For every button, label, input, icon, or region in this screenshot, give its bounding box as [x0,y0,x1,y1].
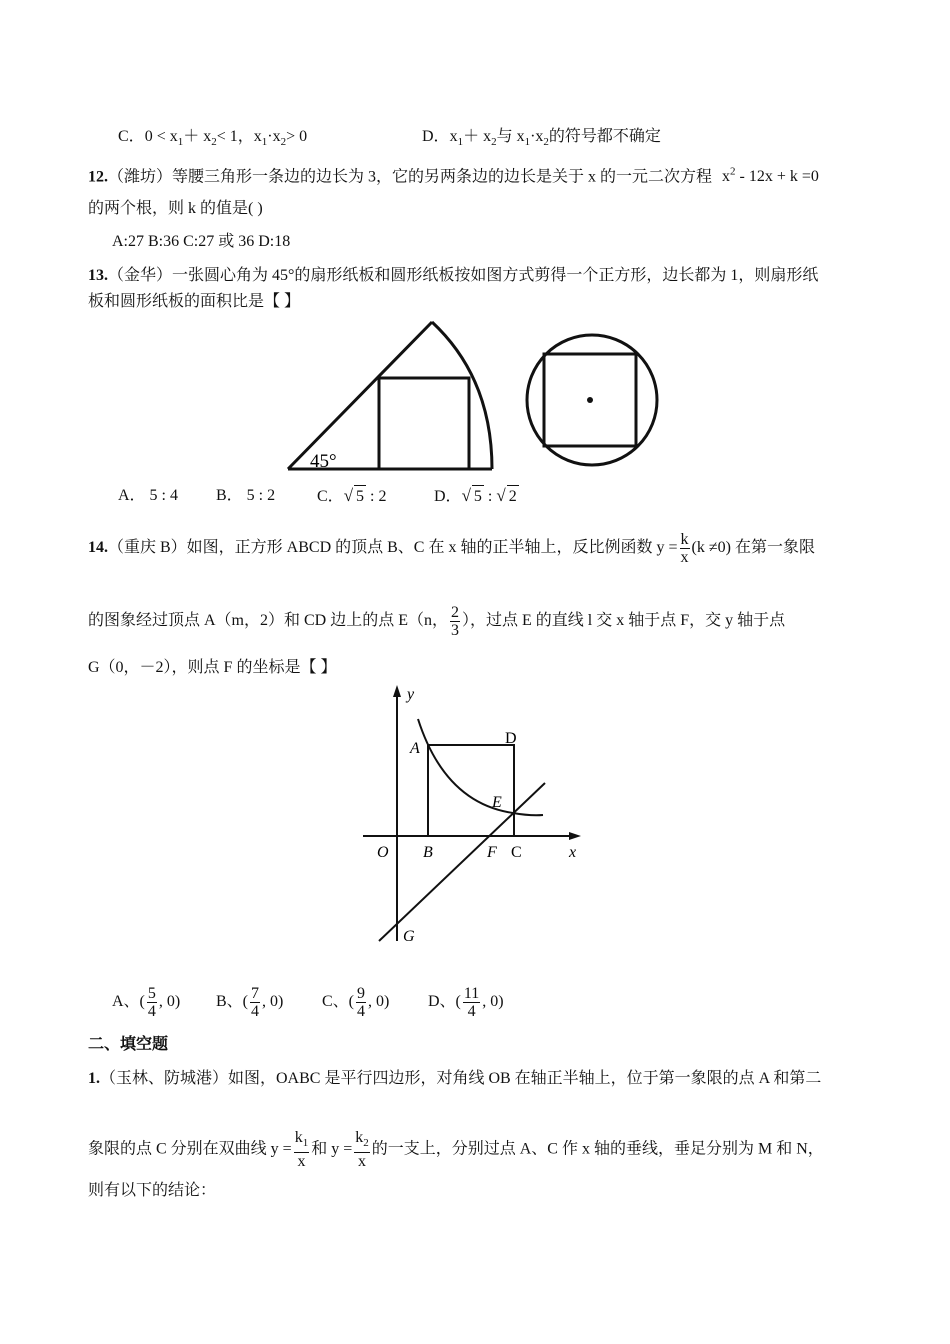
q14-e-fraction: $\frac{2}{3}$ [451,604,460,639]
q13-option-d: D．√ 5 : √ 2 [434,485,519,508]
q13-option-c: C．√ 5 : 2 [317,485,386,508]
y-axis-arrow [393,685,401,697]
sector-shape [288,322,492,469]
circle-center-dot [587,397,593,403]
q11-option-d: D．$x_1+ x_2$与 $x_1\cdot x_2$的符号都不确定 [422,128,661,149]
s2-q1-line3: 则有以下的结论： [88,1182,217,1199]
q14-option-a: A、( $\frac{5}{4}$ , 0) [112,985,181,1020]
section-heading: 二、填空题 [88,1036,169,1053]
sector-square [379,378,469,469]
square-abcd [428,745,514,836]
q13-line2: 板和圆形纸板的面积比是【 】 [88,293,301,310]
q13-number: 13. [88,267,108,284]
label-g: G [403,928,415,945]
q13-option-b: B． 5 : 2 [216,487,276,504]
label-o: O [377,844,389,861]
q13-line1: 13.（金华）一张圆心角为 45°的扇形纸板和圆形纸板按如图方式剪得一个正方形，边长都为 1，则扇形纸 [88,267,819,284]
q14-number: 14. [88,539,108,557]
q13-figure [280,318,670,478]
q14-line2: 的图象经过顶点 A（m，2）和 CD 边上的点 E（n， $\frac{2}{3}$ ），过点 E 的直线 l 交 x 轴于点 F，交 y 轴于点 [88,604,786,639]
s2-q1-number: 1. [88,1070,100,1087]
label-a: A [410,740,420,757]
line-l [379,783,545,941]
q14-option-b: B、( $\frac{7}{4}$ , 0) [216,985,284,1020]
label-e: E [492,794,502,811]
q14-line1: 14.（重庆 B）如图，正方形 ABCD 的顶点 B、C 在 x 轴的正半轴上，反比例函数 y = $\frac{k}{x}$ (k ≠0) 在第一象限 [88,531,815,566]
q12-options: A:27 B:36 C:27 或 36 D:18 [112,233,291,250]
q12-line1: 12.（潍坊）等腰三角形一条边的边长为 3，它的另两条边的边长是关于 x 的一元二次方程 $x^2 - 12x + k =0$ [88,166,819,186]
q14-figure [355,683,590,948]
label-x: x [569,844,577,861]
label-d: D [505,730,517,747]
q14-line3: G（0，－2），则点 F 的坐标是【 】 [88,659,337,676]
x-axis-arrow [569,832,581,840]
label-y: y [407,686,415,703]
s2-q1-line1: 1.（玉林、防城港）如图，OABC 是平行四边形，对角线 OB 在轴正半轴上，位于第一象限的点 A 和第二 [88,1070,822,1087]
label-c: C [511,844,522,861]
q13-angle-label: 45° [310,451,337,472]
q11-option-c: C．$0 < x_1+ x_2< 1$，$x_1\cdot x_2> 0$ [118,128,308,149]
s2-q1-line2: 象限的点 C 分别在双曲线 y = $\frac{k_1}{x}$ 和 y = $\frac{k_2}{x}$ 的一支上，分别过点 A、C 作 x 轴的垂线，垂足分别为 M 和 N， [88,1129,824,1171]
q13-option-a: A． 5 : 4 [118,487,179,504]
label-f: F [487,844,497,861]
q12-line2: 的两个根，则 k 的值是( ) [88,200,263,217]
q14-function-fraction: $\frac{k}{x}$ [680,531,689,566]
q14-option-c: C、( $\frac{9}{4}$ , 0) [322,985,390,1020]
q12-number: 12. [88,168,108,186]
q12-equation: $x^2 - 12x + k =0$ [722,166,819,186]
label-b: B [423,844,433,861]
hyperbola-curve [418,719,543,815]
q14-option-d: D、( $\frac{11}{4}$ , 0) [428,985,504,1020]
